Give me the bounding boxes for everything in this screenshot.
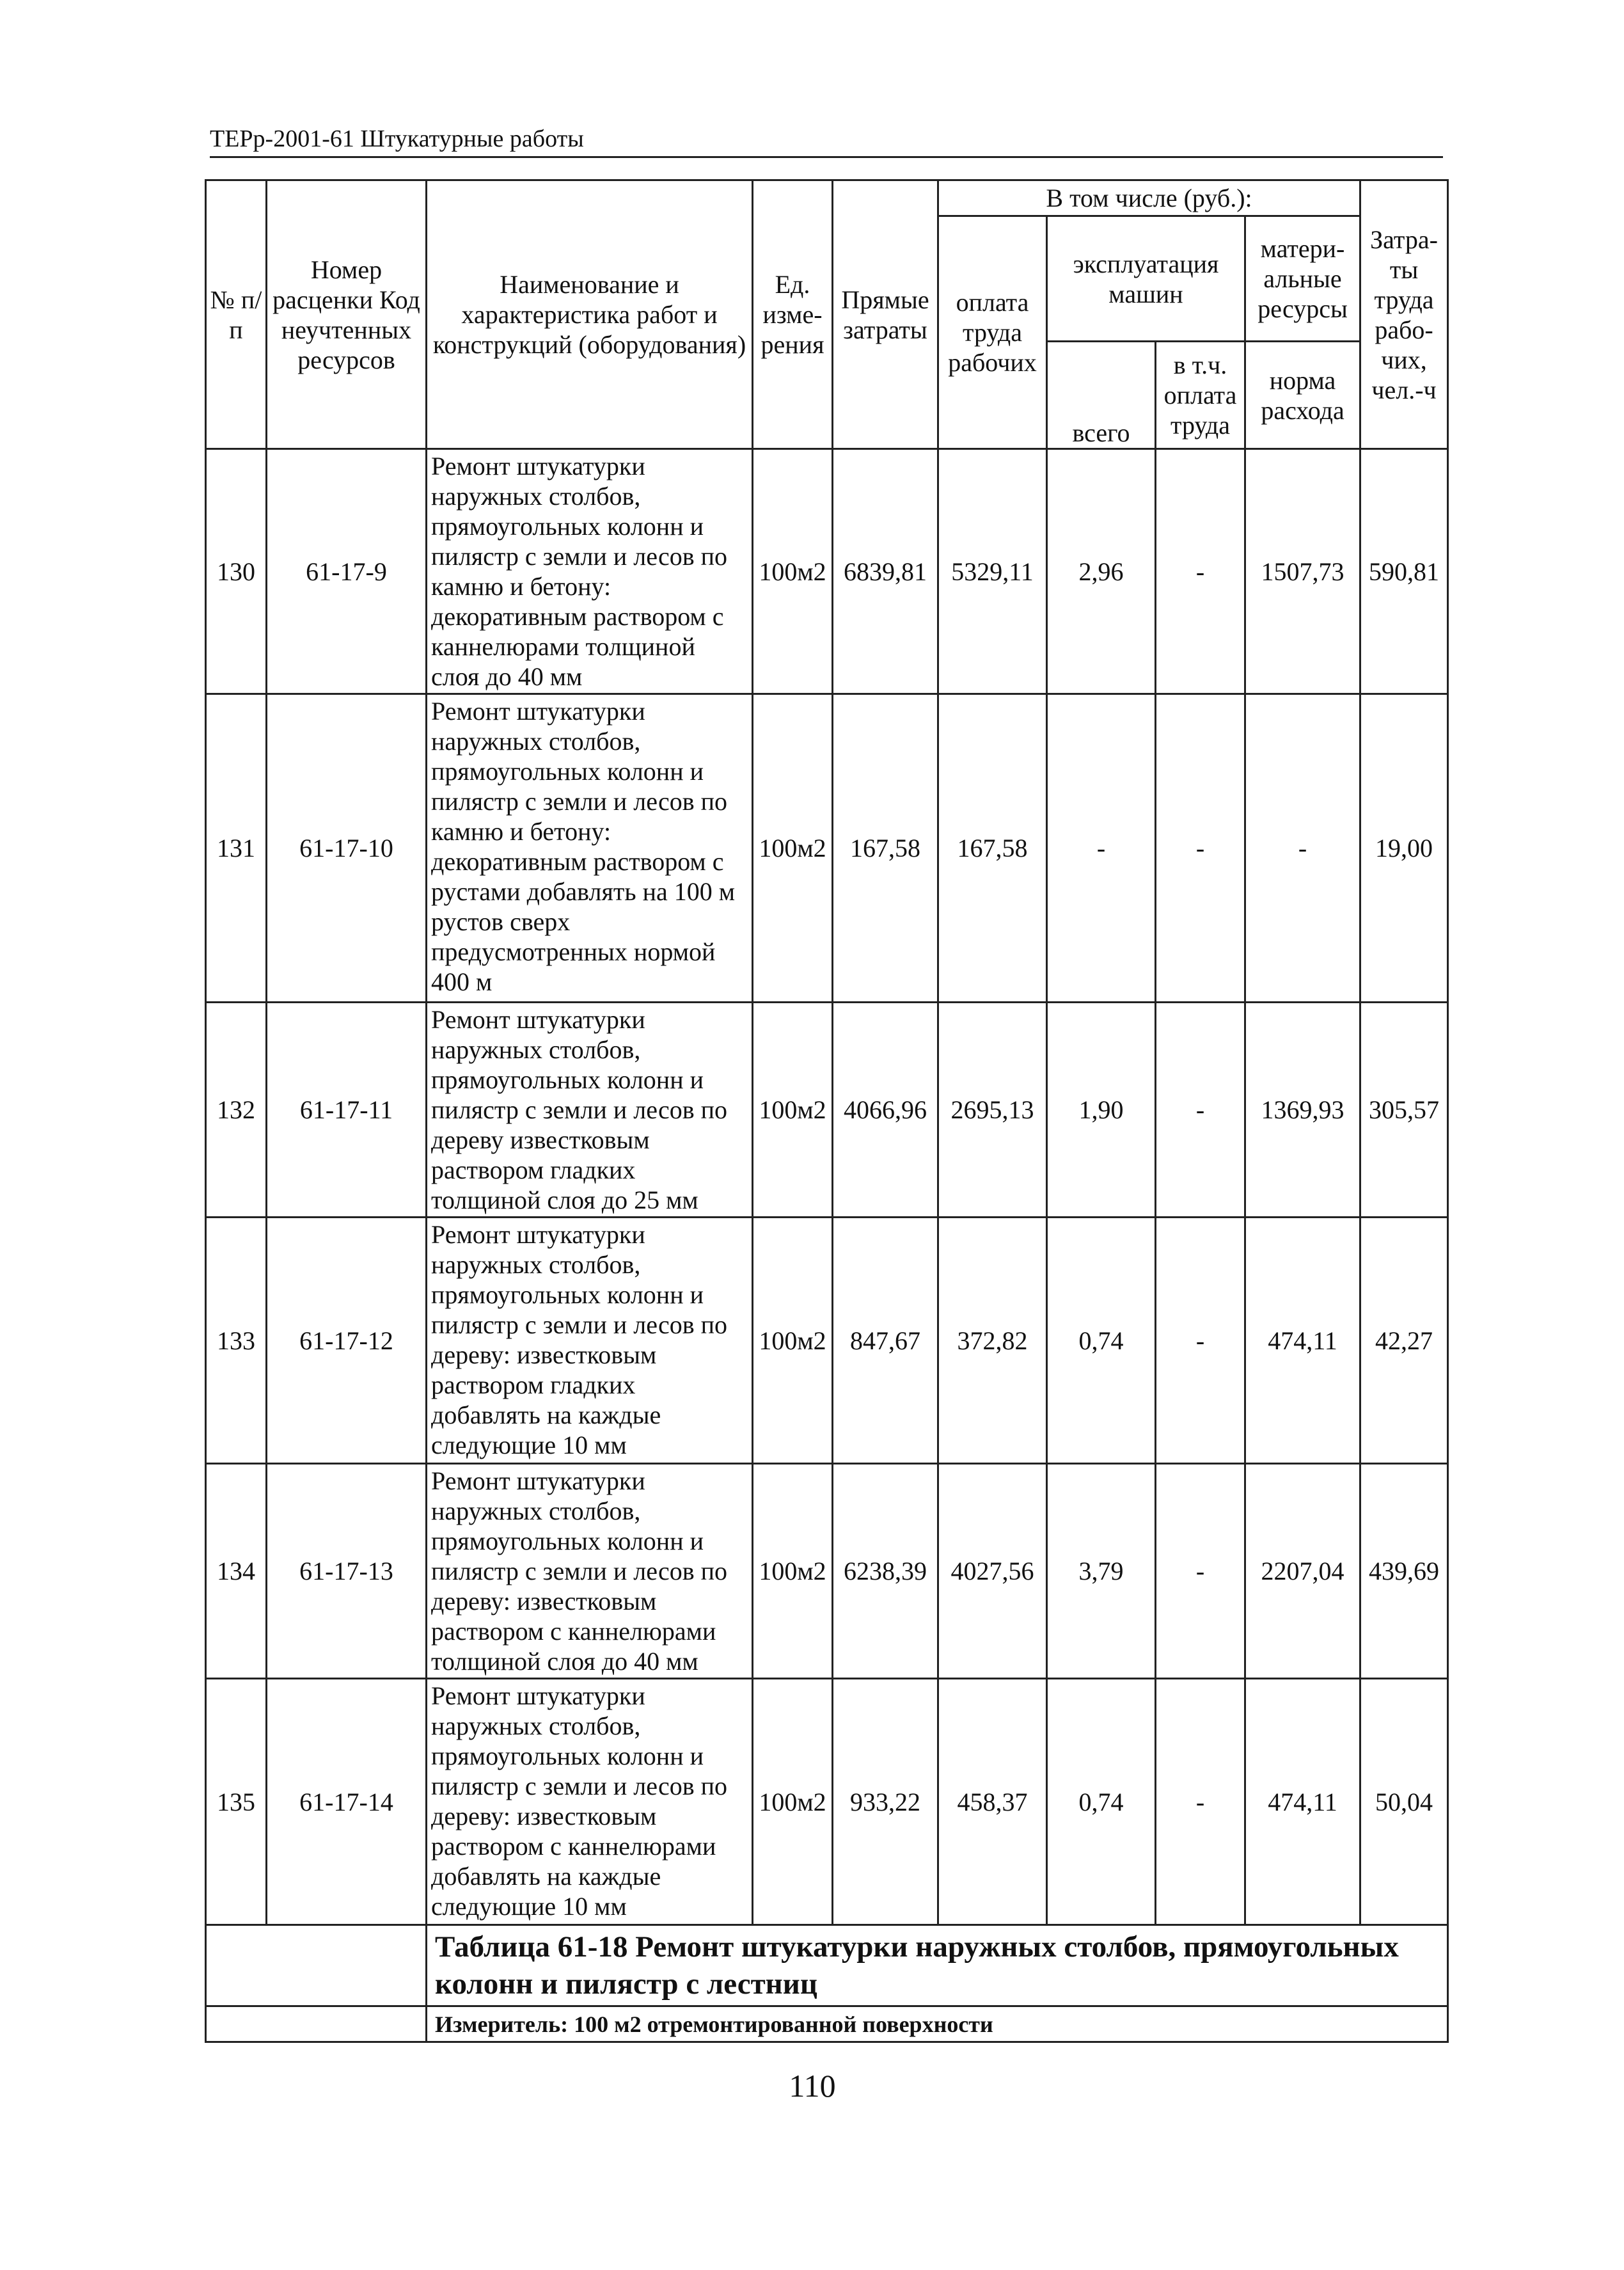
row-labor-cost: 50,04: [1360, 1679, 1448, 1925]
row-code: 61-17-13: [267, 1464, 427, 1679]
row-labor-pay: 5329,11: [938, 449, 1047, 694]
row-materials: 474,11: [1245, 1218, 1360, 1464]
header-labor-cost: [1360, 180, 1448, 449]
header-machines-pay: в т.ч. оплата труда: [1156, 342, 1245, 449]
row-labor-pay: 2695,13: [938, 1003, 1047, 1218]
table-header: [206, 180, 1448, 449]
header-direct: Прямые затраты: [833, 180, 938, 449]
row-materials: 1369,93: [1245, 1003, 1360, 1218]
row-direct: 847,67: [833, 1218, 938, 1464]
table-row: [206, 449, 1448, 694]
row-direct: 4066,96: [833, 1003, 938, 1218]
row-name: Ремонт штукатурки наружных столбов, прямоугольных колонн и пилястр с земли и лесов по дереву: известковым раствором гладких добавлять на каждые следующие 10 мм: [427, 1218, 753, 1464]
running-title: ТЕРр-2001-61 Штукатурные работы: [210, 123, 1443, 158]
row-materials: 2207,04: [1245, 1464, 1360, 1679]
meter-row: [206, 2006, 1448, 2042]
row-unit: 100м2: [753, 1679, 833, 1925]
row-labor-cost: 19,00: [1360, 694, 1448, 1003]
row-direct: 6238,39: [833, 1464, 938, 1679]
row-machines-pay: -: [1156, 1679, 1245, 1925]
row-labor-cost: 439,69: [1360, 1464, 1448, 1679]
row-machines-pay: -: [1156, 1464, 1245, 1679]
section-title-row: [206, 1925, 1448, 2006]
row-direct: 933,22: [833, 1679, 938, 1925]
meter-text: Измеритель: 100 м2 отремонтированной поверхности: [427, 2006, 1448, 2042]
row-direct: 6839,81: [833, 449, 938, 694]
row-labor-pay: 458,37: [938, 1679, 1047, 1925]
table-row: [206, 694, 1448, 1003]
header-machines: эксплуатация машин: [1047, 216, 1245, 342]
row-materials: 474,11: [1245, 1679, 1360, 1925]
row-num: 131: [206, 694, 267, 1003]
header-machines-total: всего: [1047, 342, 1156, 449]
header-code: Номер расценки Код неучтенных ресурсов: [267, 180, 427, 449]
row-name: Ремонт штукатурки наружных столбов, прямоугольных колонн и пилястр с земли и лесов по дереву: известковым раствором с каннелюрами добавлять на каждые следующие 10 мм: [427, 1679, 753, 1925]
table-row: [206, 1003, 1448, 1218]
row-unit: 100м2: [753, 1003, 833, 1218]
row-labor-pay: 167,58: [938, 694, 1047, 1003]
row-name: Ремонт штукатурки наружных столбов, прямоугольных колонн и пилястр с земли и лесов по дереву известковым раствором гладких толщиной слоя до 25 мм: [427, 1003, 753, 1218]
rates-table: [205, 179, 1449, 2043]
labor-cost-label: Затра-ты труда рабо-чих,: [1370, 225, 1438, 374]
row-name: Ремонт штукатурки наружных столбов, прямоугольных колонн и пилястр с земли и лесов по дереву: известковым раствором с каннелюрами толщиной слоя до 40 мм: [427, 1464, 753, 1679]
row-machines-total: 2,96: [1047, 449, 1156, 694]
row-name: Ремонт штукатурки наружных столбов, прямоугольных колонн и пилястр с земли и лесов по камню и бетону: декоративным раствором с рустами добавлять на 100 м рустов сверх предусмотренных нормой 400 м: [427, 694, 753, 1003]
row-machines-pay: -: [1156, 1218, 1245, 1464]
row-labor-cost: 590,81: [1360, 449, 1448, 694]
row-machines-pay: -: [1156, 694, 1245, 1003]
row-code: 61-17-11: [267, 1003, 427, 1218]
table-row: [206, 1679, 1448, 1925]
row-name: Ремонт штукатурки наружных столбов, прямоугольных колонн и пилястр с земли и лесов по камню и бетону: декоративным раствором с каннелюрами толщиной слоя до 40 мм: [427, 449, 753, 694]
row-unit: 100м2: [753, 694, 833, 1003]
row-materials: 1507,73: [1245, 449, 1360, 694]
row-code: 61-17-10: [267, 694, 427, 1003]
header-including: В том числе (руб.):: [938, 180, 1360, 216]
row-num: 134: [206, 1464, 267, 1679]
row-machines-pay: -: [1156, 1003, 1245, 1218]
row-materials: -: [1245, 694, 1360, 1003]
row-machines-total: 0,74: [1047, 1218, 1156, 1464]
header-labor-pay: оплата труда рабочих: [938, 216, 1047, 449]
header-num: № п/п: [206, 180, 267, 449]
table-body: [206, 449, 1448, 2042]
table-row: [206, 1218, 1448, 1464]
header-materials-norm: норма расхода: [1245, 342, 1360, 449]
header-materials: матери-альные ресурсы: [1245, 216, 1360, 342]
labor-cost-unit: чел.-ч: [1371, 375, 1437, 404]
row-unit: 100м2: [753, 1464, 833, 1679]
row-machines-pay: -: [1156, 449, 1245, 694]
row-code: 61-17-14: [267, 1679, 427, 1925]
row-code: 61-17-12: [267, 1218, 427, 1464]
header-unit: Ед. изме-рения: [753, 180, 833, 449]
row-num: 135: [206, 1679, 267, 1925]
row-unit: 100м2: [753, 449, 833, 694]
row-unit: 100м2: [753, 1218, 833, 1464]
row-labor-pay: 372,82: [938, 1218, 1047, 1464]
row-labor-cost: 305,57: [1360, 1003, 1448, 1218]
table-row: [206, 1464, 1448, 1679]
row-num: 130: [206, 449, 267, 694]
page-number: 110: [789, 2068, 836, 2104]
header-name: Наименование и характеристика работ и конструкций (оборудования): [427, 180, 753, 449]
row-direct: 167,58: [833, 694, 938, 1003]
row-machines-total: 1,90: [1047, 1003, 1156, 1218]
empty-cell: [206, 1925, 427, 2006]
row-num: 133: [206, 1218, 267, 1464]
row-code: 61-17-9: [267, 449, 427, 694]
row-num: 132: [206, 1003, 267, 1218]
row-labor-pay: 4027,56: [938, 1464, 1047, 1679]
row-machines-total: -: [1047, 694, 1156, 1003]
section-title: Таблица 61-18 Ремонт штукатурки наружных столбов, прямоугольных колонн и пилястр с лестниц: [427, 1925, 1448, 2006]
row-labor-cost: 42,27: [1360, 1218, 1448, 1464]
empty-cell: [206, 2006, 427, 2042]
row-machines-total: 3,79: [1047, 1464, 1156, 1679]
row-machines-total: 0,74: [1047, 1679, 1156, 1925]
